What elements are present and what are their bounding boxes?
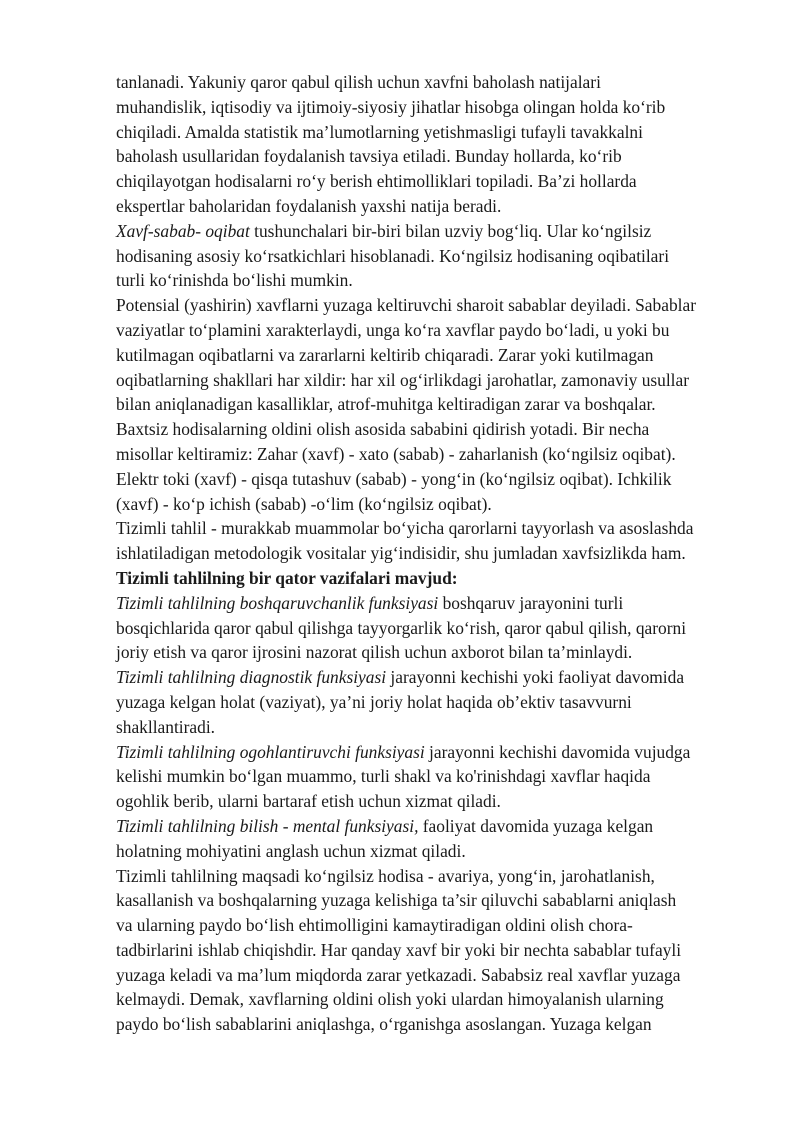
line-text: jarayonni kechishi yoki faoliyat davomida xyxy=(386,667,685,688)
line-text: ekspertlar baholaridan foydalanish yaxshi natija beradi. xyxy=(116,195,502,216)
line-text: hodisaning asosiy ko‘rsatkichlari hisoblanadi. Ko‘ngilsiz hodisaning oqibatilari xyxy=(116,245,670,266)
line-text: kelishi mumkin bo‘lgan muammo, turli shakl va ko'rinishdagi xavflar haqida xyxy=(116,766,651,787)
italic-term: Tizimli tahlilning boshqaruvchanlik funksiyasi xyxy=(116,592,439,613)
text-line xyxy=(116,591,716,616)
text-line xyxy=(116,244,716,269)
text-line xyxy=(116,987,716,1012)
text-line xyxy=(116,665,716,690)
text-line xyxy=(116,541,716,566)
text-line xyxy=(116,120,716,145)
text-line xyxy=(116,318,716,343)
text-line xyxy=(116,740,716,765)
text-line xyxy=(116,144,716,169)
text-line xyxy=(116,368,716,393)
line-text: baholash usullaridan foydalanish tavsiya etiladi. Bunday hollarda, ko‘rib xyxy=(116,146,622,167)
text-line xyxy=(116,1012,716,1037)
text-line xyxy=(116,392,716,417)
line-text: bilan aniqlanadigan kasalliklar, atrof-muhitga keltiradigan zarar va boshqalar. xyxy=(116,394,656,415)
document-page xyxy=(116,70,716,1037)
line-text: misollar keltiramiz: Zahar (xavf) - xato (sabab) - zaharlanish (ko‘ngilsiz oqibat). xyxy=(116,443,676,464)
line-text: (xavf) - ko‘p ichish (sabab) -o‘lim (ko‘ngilsiz oqibat). xyxy=(116,493,492,514)
line-text: yuzaga kelgan holat (vaziyat), ya’ni joriy holat haqida ob’ektiv tasavvurni xyxy=(116,691,632,712)
text-line xyxy=(116,839,716,864)
text-line xyxy=(116,70,716,95)
text-line xyxy=(116,864,716,889)
line-text: kutilmagan oqibatlarni va zararlarni keltirib chiqaradi. Zarar yoki kutilmagan xyxy=(116,344,654,365)
text-line xyxy=(116,938,716,963)
text-line xyxy=(116,640,716,665)
text-line xyxy=(116,690,716,715)
line-text: tadbirlarini ishlab chiqishdir. Har qanday xavf bir yoki bir nechta sabablar tufayli xyxy=(116,939,682,960)
text-line xyxy=(116,764,716,789)
line-text: paydo bo‘lish sabablarini aniqlashga, o‘rganishga asoslangan. Yuzaga kelgan xyxy=(116,1014,652,1035)
line-text: joriy etish va qaror ijrosini nazorat qilish uchun axborot bilan ta’minlaydi. xyxy=(116,642,633,663)
line-text: chiqilayotgan hodisalarni ro‘y berish ehtimolliklari topiladi. Ba’zi hollarda xyxy=(116,171,637,192)
line-text: tushunchalari bir-biri bilan uzviy bog‘liq. Ular ko‘ngilsiz xyxy=(249,220,652,241)
line-text: kelmaydi. Demak, xavflarning oldini olish yoki ulardan himoyalanish ularning xyxy=(116,989,664,1010)
line-text: Tizimli tahlil - murakkab muammolar bo‘yicha qarorlarni tayyorlash va asoslashda xyxy=(116,518,694,539)
italic-term: Tizimli tahlilning bilish - mental funksiyasi, xyxy=(116,815,419,836)
line-text: oqibatlarning shakllari har xildir: har xil og‘irlikdagi jarohatlar, zamonaviy usullar xyxy=(116,369,690,390)
line-text: muhandislik, iqtisodiy va ijtimoiy-siyosiy jihatlar hisobga olingan holda ko‘rib xyxy=(116,96,666,117)
line-text: boshqaruv jarayonini turli xyxy=(438,592,624,613)
line-text: ogohlik berib, ularni bartaraf etish uchun xizmat qiladi. xyxy=(116,791,501,812)
text-line xyxy=(116,789,716,814)
line-text: Tizimli tahlilning maqsadi ko‘ngilsiz hodisa - avariya, yong‘in, jarohatlanish, xyxy=(116,865,655,886)
text-line xyxy=(116,95,716,120)
text-line xyxy=(116,715,716,740)
line-text: ishlatiladigan metodologik vositalar yig‘indisidir, shu jumladan xavfsizlikda ham. xyxy=(116,543,686,564)
line-text: turli ko‘rinishda bo‘lishi mumkin. xyxy=(116,270,353,291)
text-line xyxy=(116,492,716,517)
text-line xyxy=(116,616,716,641)
text-line xyxy=(116,343,716,368)
text-line xyxy=(116,516,716,541)
line-text: chiqiladi. Amalda statistik ma’lumotlarning yetishmasligi tufayli tavakkalni xyxy=(116,121,643,142)
line-text: vaziyatlar to‘plamini xarakterlaydi, unga ko‘ra xavflar paydo bo‘ladi, u yoki bu xyxy=(116,319,670,340)
line-text: Elektr toki (xavf) - qisqa tutashuv (sabab) - yong‘in (ko‘ngilsiz oqibat). Ichkilik xyxy=(116,468,672,489)
line-text: yuzaga keladi va ma’lum miqdorda zarar yetkazadi. Sababsiz real xavflar yuzaga xyxy=(116,964,681,985)
text-line xyxy=(116,442,716,467)
text-line xyxy=(116,417,716,442)
line-text: holatning mohiyatini anglash uchun xizmat qiladi. xyxy=(116,840,466,861)
line-text: Potensial (yashirin) xavflarni yuzaga keltiruvchi sharoit sabablar deyiladi. Sabablar xyxy=(116,295,696,316)
italic-term: Xavf-sabab- oqibat xyxy=(116,220,250,241)
text-line xyxy=(116,963,716,988)
italic-term: Tizimli tahlilning diagnostik funksiyasi xyxy=(116,667,387,688)
line-text: faoliyat davomida yuzaga kelgan xyxy=(418,815,654,836)
section-heading xyxy=(116,566,716,591)
line-text: jarayonni kechishi davomida vujudga xyxy=(424,741,691,762)
line-text: Baxtsiz hodisalarning oldini olish asosida sababini qidirish yotadi. Bir necha xyxy=(116,419,650,440)
text-line xyxy=(116,194,716,219)
line-text: va ularning paydo bo‘lish ehtimolligini kamaytiradigan oldini olish chora- xyxy=(116,915,633,936)
text-line xyxy=(116,219,716,244)
text-line xyxy=(116,169,716,194)
text-line xyxy=(116,268,716,293)
text-line xyxy=(116,888,716,913)
italic-term: Tizimli tahlilning ogohlantiruvchi funksiyasi xyxy=(116,741,425,762)
text-line xyxy=(116,467,716,492)
line-text: tanlanadi. Yakuniy qaror qabul qilish uchun xavfni baholash natijalari xyxy=(116,72,601,92)
line-text: bosqichlarida qaror qabul qilishga tayyorgarlik ko‘rish, qaror qabul qilish, qarorni xyxy=(116,617,687,638)
text-line xyxy=(116,293,716,318)
text-line xyxy=(116,913,716,938)
heading-text: Tizimli tahlilning bir qator vazifalari mavjud: xyxy=(116,567,458,588)
line-text: shakllantiradi. xyxy=(116,716,216,737)
line-text: kasallanish va boshqalarning yuzaga kelishiga ta’sir qiluvchi sabablarni aniqlash xyxy=(116,890,677,911)
text-line xyxy=(116,814,716,839)
